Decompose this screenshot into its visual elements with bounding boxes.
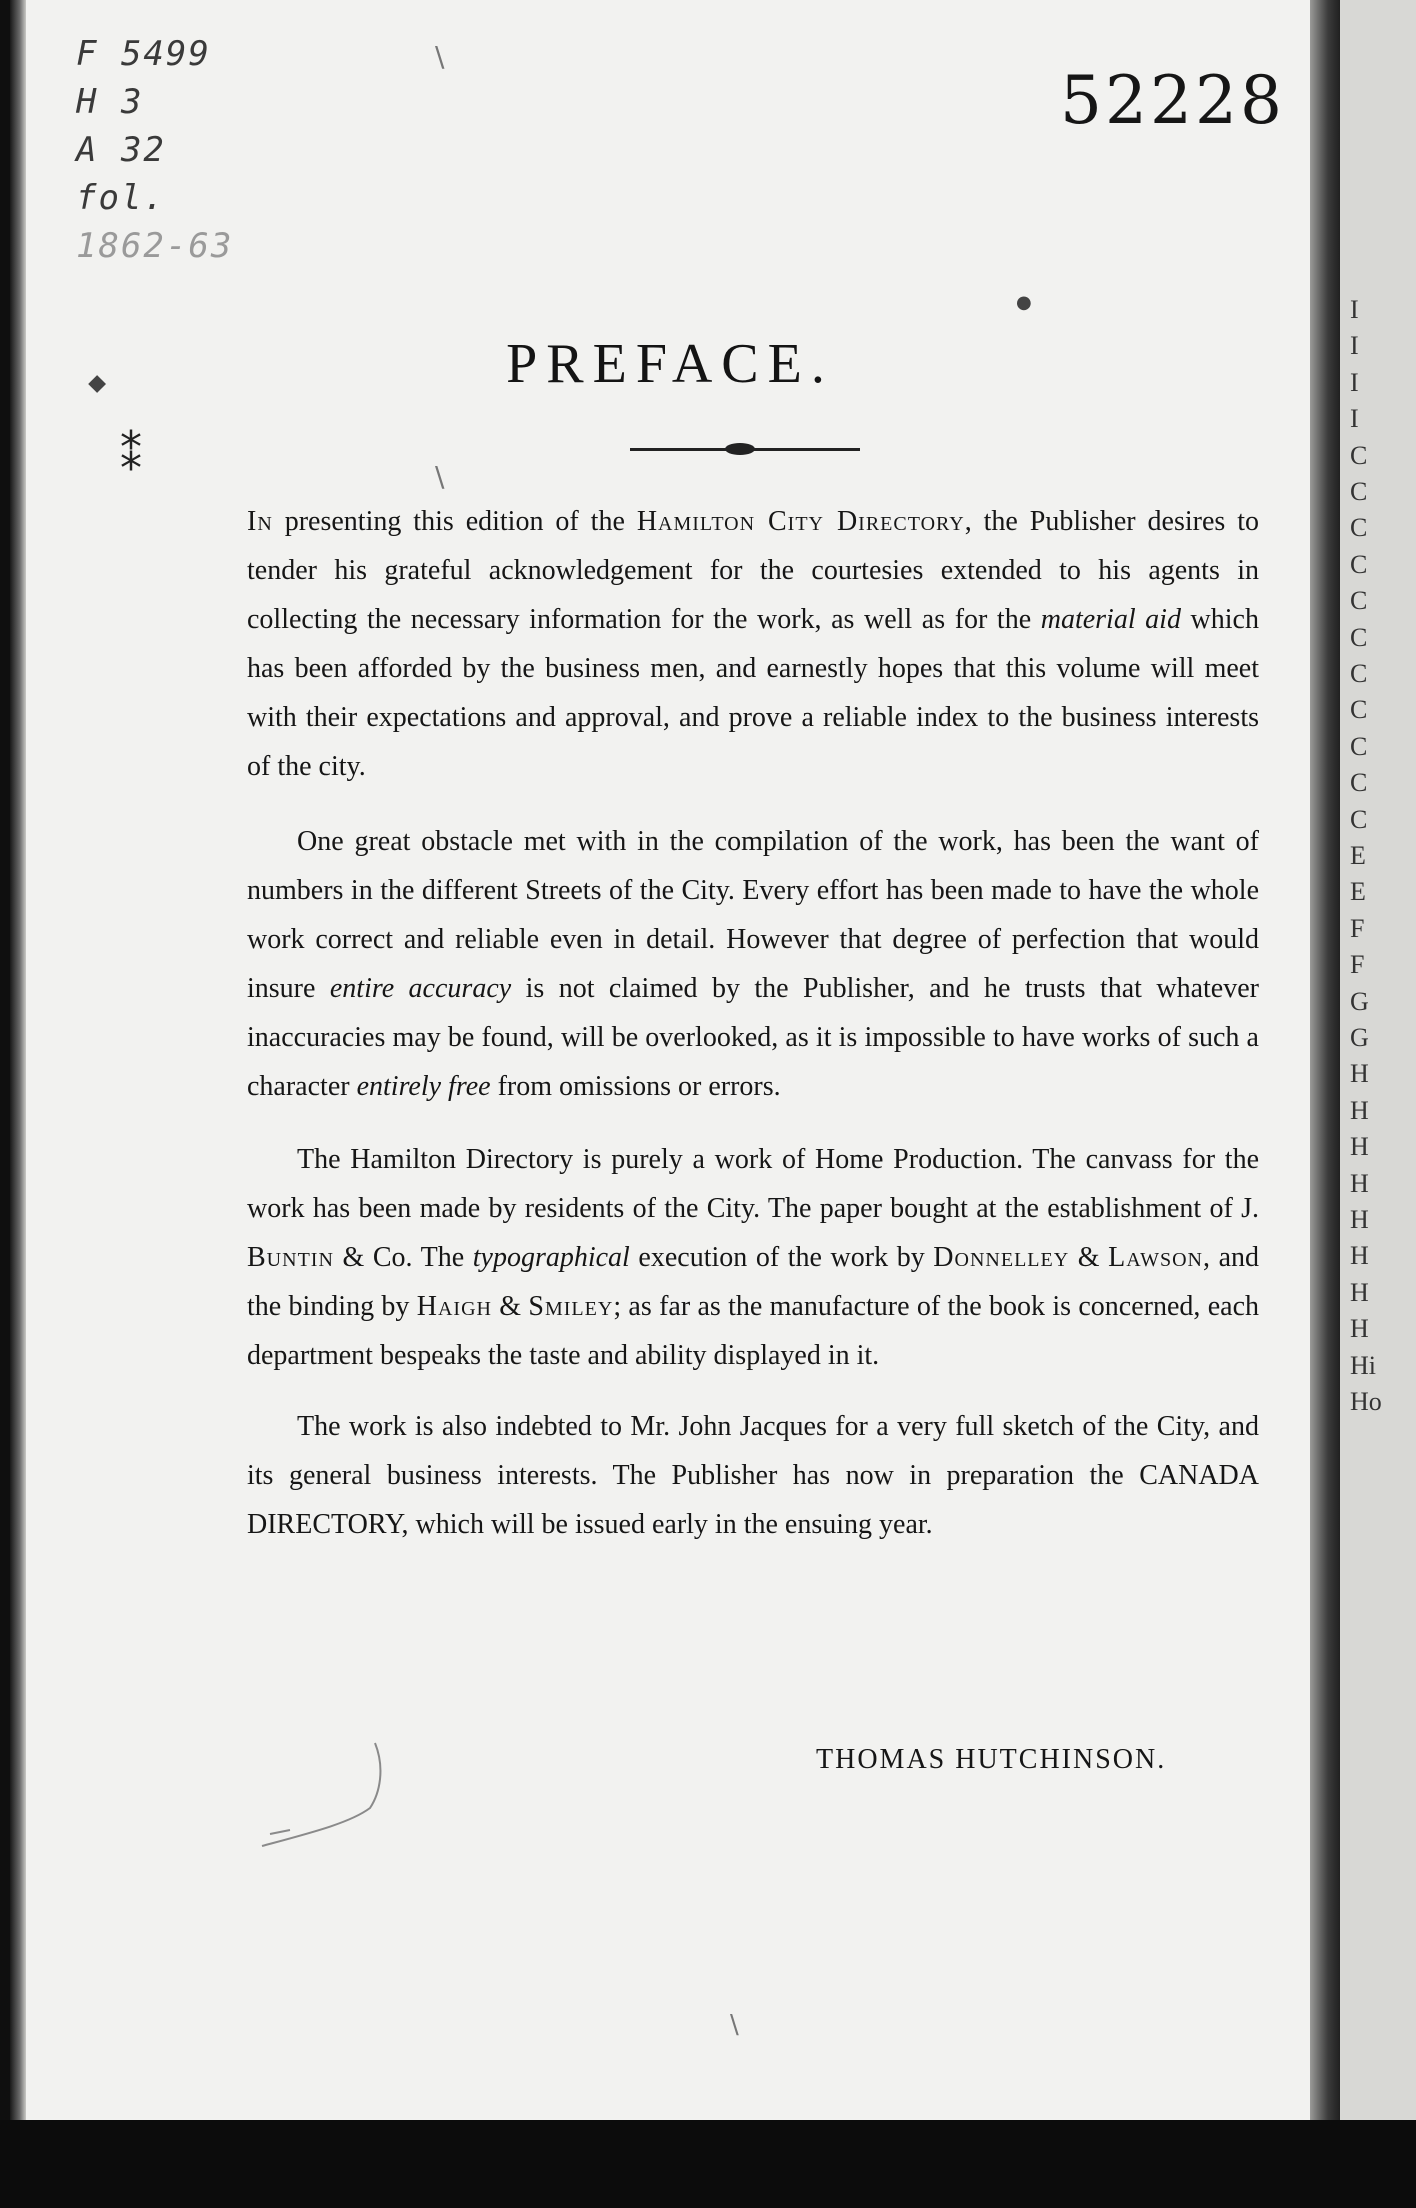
adjacent-page-letter: H: [1350, 1096, 1369, 1125]
handwritten-catalog-notes: [76, 30, 306, 270]
adjacent-page-letter: C: [1350, 550, 1368, 579]
adjacent-page-letter: H: [1350, 1169, 1369, 1198]
page-title: PREFACE.: [506, 333, 834, 395]
adjacent-page-letter: C: [1350, 659, 1368, 688]
scan-bottom-shadow: [0, 2120, 1416, 2208]
preface-paragraph: [247, 1402, 1259, 1549]
adjacent-page-letter: F: [1350, 950, 1365, 979]
text-run: typographical: [472, 1242, 630, 1273]
adjacent-page-letter: G: [1350, 1023, 1369, 1052]
adjacent-page-letter: C: [1350, 586, 1368, 615]
text-run: material aid: [1040, 604, 1181, 635]
text-run: which has been afforded by the business men, and earnestly hopes that this volume will meet with their expectations and approval, and prove a reliable index to the business interests of the city.: [247, 604, 1259, 782]
catalog-note-line: fol.: [76, 178, 166, 218]
adjacent-page-edge: [1340, 0, 1416, 2208]
adjacent-page-letter: C: [1350, 513, 1368, 542]
adjacent-page-letter: H: [1350, 1241, 1369, 1270]
text-run: , and the binding by: [247, 1242, 1260, 1322]
adjacent-page-letter: Ho: [1350, 1387, 1382, 1416]
author-signature: THOMAS HUTCHINSON.: [816, 1744, 1167, 1775]
title-rule-ornament: [725, 443, 755, 455]
adjacent-page-letter: E: [1350, 841, 1366, 870]
catalog-note-line: H 3: [76, 82, 144, 122]
text-run: entire accuracy: [329, 973, 512, 1004]
adjacent-page-letter: C: [1350, 732, 1368, 761]
adjacent-page-letter: C: [1350, 768, 1368, 797]
adjacent-page-letter: I: [1350, 368, 1359, 397]
text-run: entirely free: [356, 1071, 491, 1102]
catalog-note-line: A 32: [76, 130, 166, 170]
adjacent-page-letter: G: [1350, 987, 1369, 1016]
adjacent-page-letter: C: [1350, 805, 1368, 834]
adjacent-page-letter: H: [1350, 1314, 1369, 1343]
text-run: & Co. The: [333, 1242, 473, 1273]
stray-mark: ⬥: [88, 368, 107, 398]
stray-mark: ⁑: [120, 430, 142, 481]
adjacent-page-letter: C: [1350, 441, 1368, 470]
text-run: Hamilton City Directory: [636, 506, 965, 537]
adjacent-page-letter: C: [1350, 695, 1368, 724]
catalog-note-line: F 5499: [76, 34, 211, 74]
adjacent-page-letter: H: [1350, 1205, 1369, 1234]
stray-mark: \: [435, 40, 445, 73]
adjacent-page-letter: H: [1350, 1132, 1369, 1161]
adjacent-page-letter: I: [1350, 331, 1359, 360]
text-run: ; as far as the manufacture of the book is concerned, each department bespeaks the taste and ability displayed in it.: [247, 1291, 1260, 1371]
preface-paragraph: [247, 817, 1259, 1111]
adjacent-page-letter: F: [1350, 914, 1365, 943]
text-run: , the Publisher desires to tender his grateful acknowledgement for the courtesies extended to his agents in collecting the necessary information for the work, as well as for the: [247, 506, 1259, 635]
text-run: from omissions or errors.: [490, 1071, 781, 1102]
book-binding-edge: [10, 0, 26, 2120]
text-run: The work is also indebted to Mr. John Jacques for a very full sketch of the City, and its general business interests. The Publisher has now in preparation the CANADA DIRECTORY, which will be issued early in the ensuing year.: [247, 1411, 1259, 1540]
adjacent-page-letter: H: [1350, 1278, 1369, 1307]
catalog-note-line: 1862-63: [76, 226, 234, 266]
page-gutter-shadow: [1310, 0, 1340, 2160]
adjacent-page-letter: H: [1350, 1059, 1369, 1088]
text-run: is not claimed by the Publisher, and he trusts that whatever inaccuracies may be found, will be overlooked, as it is impossible to have works of such a character: [247, 973, 1259, 1102]
adjacent-page-letter: E: [1350, 877, 1366, 906]
text-run: Donnelley: [933, 1242, 1070, 1273]
text-run: Smiley: [528, 1291, 614, 1322]
text-run: &: [491, 1291, 529, 1322]
adjacent-page-letter: I: [1350, 295, 1359, 324]
stray-mark: \: [435, 460, 445, 493]
preface-body: [247, 497, 1259, 1549]
text-run: One great obstacle met with in the compilation of the work, has been the want of numbers in the different Streets of the City. Every effort has been made to have the whole work correct and reliable even in detail. However that degree of perfection that would insure: [247, 826, 1259, 1004]
accession-number: 52228: [1060, 62, 1285, 139]
scanned-page: [10, 0, 1330, 2120]
preface-paragraph: [247, 1135, 1259, 1380]
preface-paragraph: [247, 497, 1259, 791]
stray-mark: ●: [1016, 292, 1032, 313]
text-run: The Hamilton Directory is purely a work of Home Production. The canvass for the work has been made by residents of the City. The paper bought at the establishment of J.: [247, 1144, 1259, 1224]
adjacent-page-letter: C: [1350, 477, 1368, 506]
adjacent-page-letter: I: [1350, 404, 1359, 433]
text-run: &: [1069, 1242, 1109, 1273]
adjacent-page-letter: Hi: [1350, 1351, 1376, 1380]
text-run: In: [247, 506, 273, 537]
pencil-scribble: [250, 1738, 400, 1858]
text-run: Haigh: [416, 1291, 492, 1322]
text-run: Lawson: [1108, 1242, 1203, 1273]
text-run: Buntin: [247, 1242, 334, 1273]
adjacent-page-letter: C: [1350, 623, 1368, 652]
text-run: presenting this edition of the: [272, 506, 637, 537]
stray-mark: \: [730, 2010, 739, 2040]
text-run: execution of the work by: [629, 1242, 934, 1273]
